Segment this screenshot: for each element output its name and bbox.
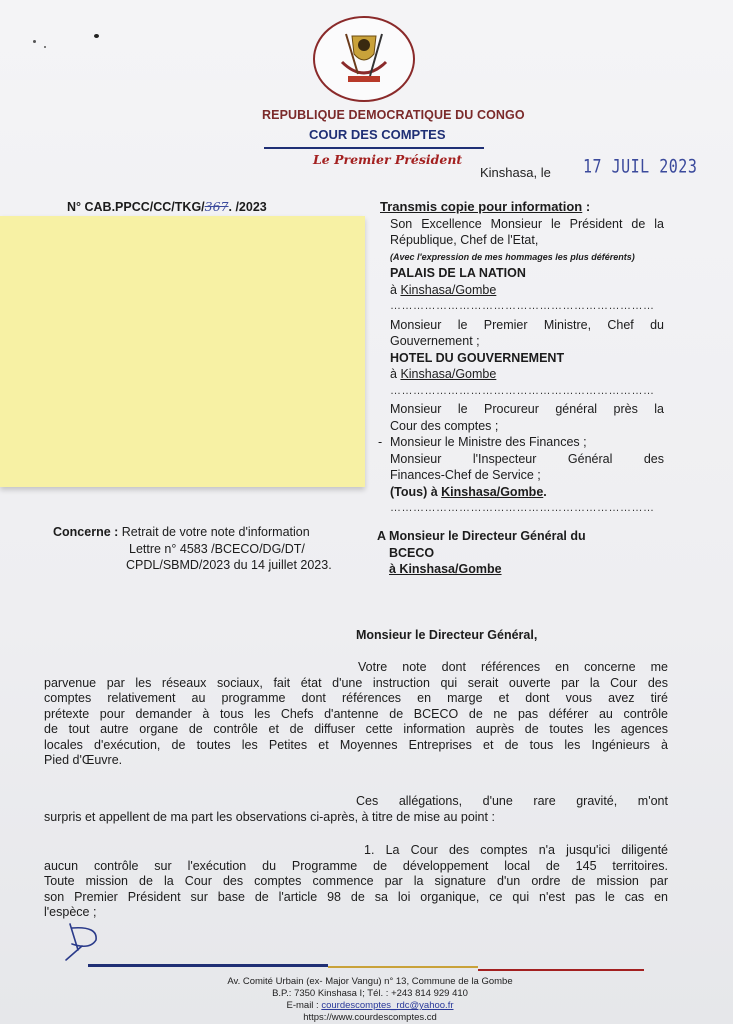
ref-prefix: N° CAB.PPCC/CC/TKG/ — [67, 200, 205, 214]
paragraph-1: Votre note dont références en concerne me parvenue par les réseaux sociaux, fait état d'une instruction qui serait ouverte par la Cour des comptes relativement au programme dont références en marge et dont vous avez tiré prétexte pour demander à tous les Chefs d'antenne de BCECO de ne pas déférer au contrôle de tout autre organe de contrôle et de diffuser cette information auprès de toutes les agences locales d'exécution, de toutes les Petites et Moyennes Entreprises et de tous les Ingénieurs à Pied d'Œuvre. — [44, 660, 668, 767]
location-all-gombe: (Tous) à Kinshasa/Gombe. — [390, 484, 547, 499]
recipient-finance-minister: - Monsieur le Ministre des Finances ; — [378, 435, 587, 449]
email-link[interactable]: courdescomptes_rdc@yahoo.fr — [321, 1000, 454, 1011]
footer-email: E-mail : courdescomptes_rdc@yahoo.fr — [286, 1000, 454, 1011]
concerne-label: Concerne : — [53, 525, 119, 539]
handwritten-initials — [58, 920, 113, 970]
recipient-procureur: Monsieur le Procureur général près la — [390, 402, 664, 416]
signature-title: Le Premier Président — [313, 152, 463, 167]
coat-of-arms-emblem — [312, 14, 417, 109]
paper-speck — [33, 40, 36, 43]
salutation: Monsieur le Directeur Général, — [356, 628, 538, 642]
paper-speck — [44, 46, 46, 48]
footer-line-red — [478, 969, 644, 971]
location-gombe: à Kinshasa/Gombe — [390, 367, 497, 381]
institution-name: COUR DES COMPTES — [309, 127, 446, 142]
location-gombe: à Kinshasa/Gombe — [390, 282, 497, 297]
footer-line-blue — [88, 964, 328, 967]
paragraph-2: Ces allégations, d'une rare gravité, m'ont surpris et appellent de ma part les observations ci-après, à titre de mise au point : — [44, 794, 668, 824]
recipient-president: Son Excellence Monsieur le Président de la — [390, 216, 664, 231]
footer-address: Av. Comité Urbain (ex- Major Vangu) n° 13, Commune de la Gombe B.P.: 7350 Kinshasa I; Tél. : +243 814 929 410 E-mail : courdescomptes_rdc@yahoo.fr https://www.courdescomptes.cd — [220, 976, 520, 1024]
transmis-heading: Transmis copie pour information : — [380, 199, 591, 214]
paragraph-3: 1. La Cour des comptes n'a jusqu'ici diligenté aucun contrôle sur l'exécution du Programme de développement local de 145 territoires. Toute mission de la Cour des comptes commence par la signature d'un ordre de mission par son Premier Président sur base de l'article 98 de sa loi organique, ce qui n'est pas le cas en l'espèce ; — [44, 843, 668, 919]
country-name: REPUBLIQUE DEMOCRATIQUE DU CONGO — [262, 108, 525, 122]
footer-line-gold — [328, 966, 478, 968]
dotted-separator: …………………………………………………………… — [390, 384, 655, 397]
recipient-prime-minister: Monsieur le Premier Ministre, Chef du — [390, 317, 664, 332]
sticky-note — [0, 216, 365, 487]
ref-suffix: . /2023 — [228, 200, 267, 214]
ref-handwritten-number: 367 — [204, 199, 229, 214]
dotted-separator: …………………………………………………………… — [390, 300, 655, 312]
hommages-note: (Avec l'expression de mes hommages les plus déférents) — [390, 251, 635, 262]
website-link[interactable]: https://www.courdescomptes.cd — [303, 1012, 437, 1023]
reference-number — [67, 199, 267, 214]
transmis-block: Transmis copie pour information : Son Excellence Monsieur le Président de la République, Chef de l'Etat, (Avec l'expression de mes hommages les plus déférents) PALAIS DE LA NATION à Kinshasa/Gombe …………………………………………………………… Monsieur le Premier Ministre, Chef du Gouvernement ; HOTEL DU GOUVERNEMENT à Kinshasa/Gombe …………………………………………………………… Monsieur le Procureur général près la Cour des comptes ; - Monsieur le Ministre des Finances ; Monsieur l'Inspecteur Général des Finances-Chef de Service ; (Tous) à Kinshasa/Gombe. …………………………………………………………… — [380, 199, 664, 517]
dotted-separator: …………………………………………………………… — [390, 502, 655, 514]
concerne-block: Concerne : Retrait de votre note d'information Lettre n° 4583 /BCECO/DG/DT/ CPDL/SBMD/2023 du 14 juillet 2023. — [53, 525, 332, 572]
hotel-gouvernement: HOTEL DU GOUVERNEMENT — [390, 350, 565, 365]
city-label: Kinshasa, le — [480, 165, 551, 180]
header-divider — [264, 147, 484, 149]
paper-speck — [94, 34, 99, 38]
recipient-inspecteur: Monsieur l'Inspecteur Général des — [390, 451, 664, 466]
date-stamp: 17 JUIL 2023 — [583, 154, 698, 178]
palais-nation: PALAIS DE LA NATION — [390, 266, 526, 280]
recipient-block: A Monsieur le Directeur Général du BCECO à Kinshasa/Gombe — [377, 529, 586, 576]
